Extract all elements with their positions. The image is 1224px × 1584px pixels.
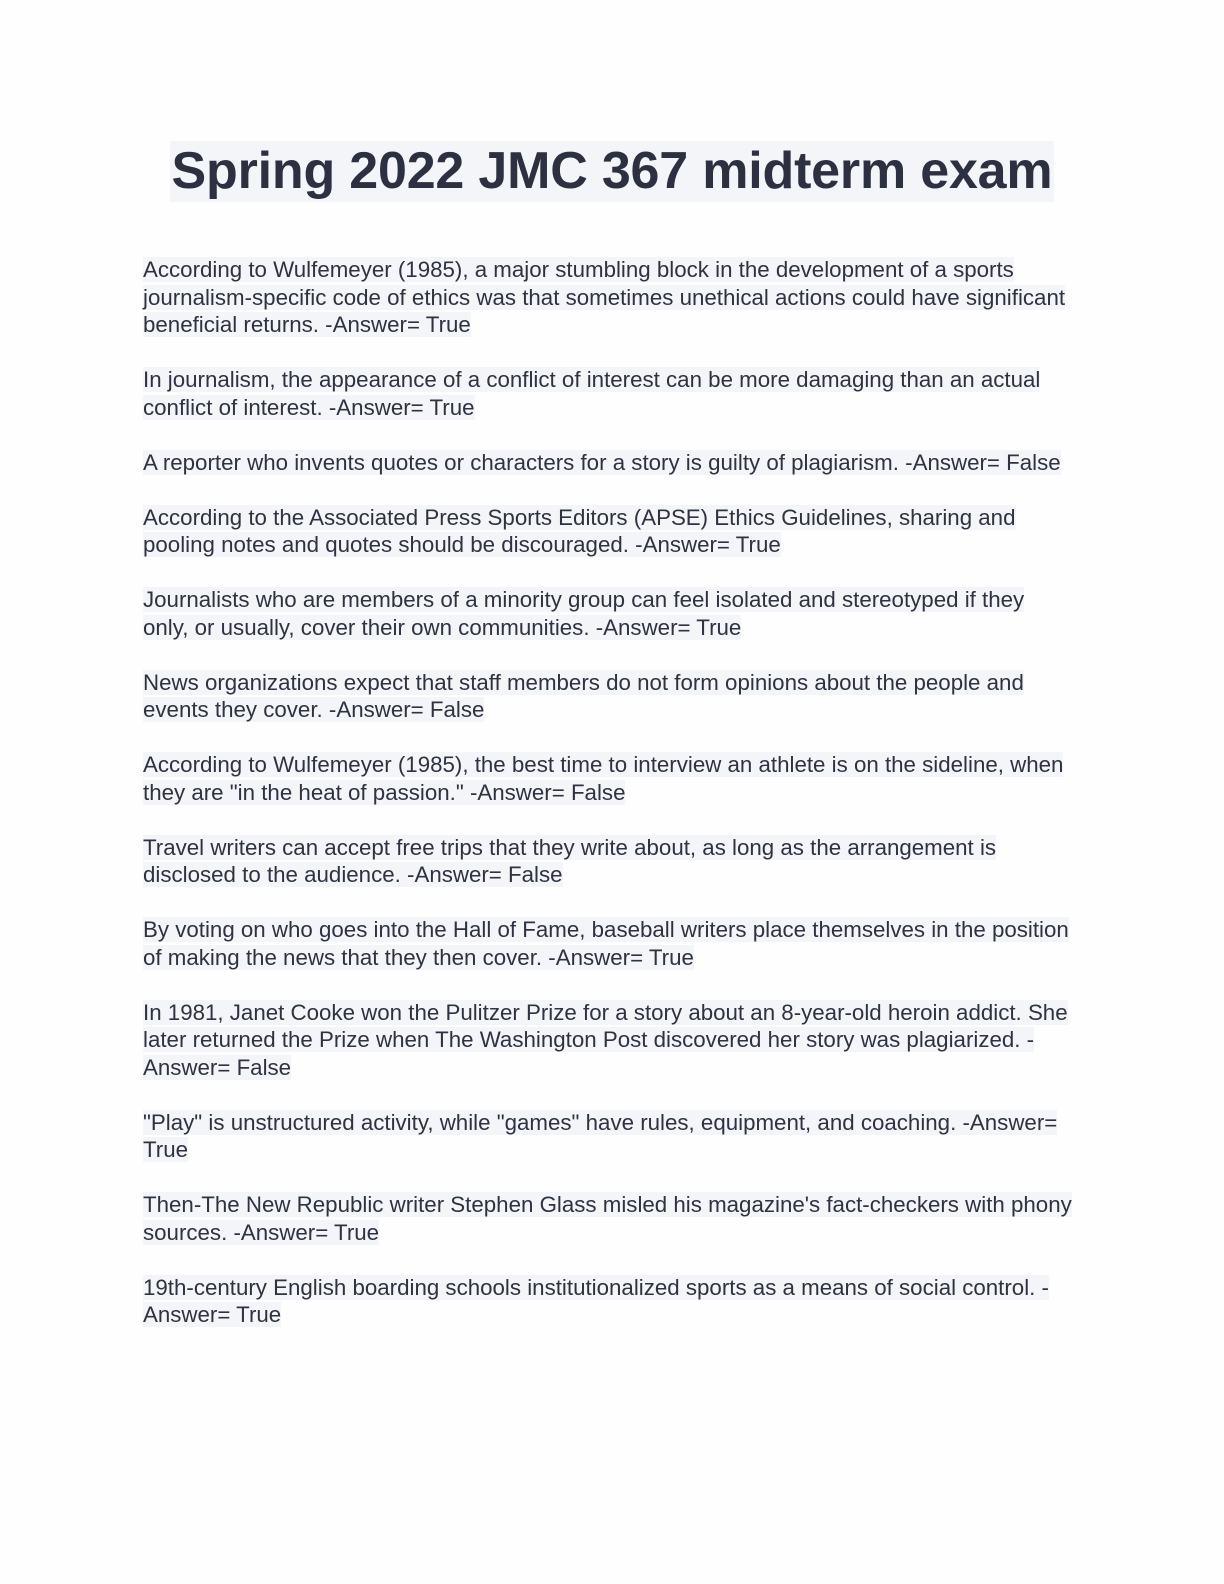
- question-item-3: [143, 449, 1073, 477]
- question-text: Then-The New Republic writer Stephen Glass misled his magazine's fact-checkers with phony sources. -Answer= True: [143, 1192, 1072, 1245]
- question-text: Journalists who are members of a minority group can feel isolated and stereotyped if they only, or usually, cover their own communities. -Answer= True: [143, 587, 1025, 640]
- question-text: Travel writers can accept free trips that they write about, as long as the arrangement is disclosed to the audience. -Answer= False: [143, 834, 997, 887]
- question-item-2: [143, 366, 1073, 421]
- question-item-9: [143, 916, 1073, 971]
- question-item-1: [143, 256, 1073, 339]
- question-item-11: [143, 1109, 1073, 1164]
- question-text: 19th-century English boarding schools institutionalized sports as a means of social control. -Answer= True: [143, 1274, 1049, 1327]
- question-text: A reporter who invents quotes or characters for a story is guilty of plagiarism. -Answer= False: [143, 449, 1061, 475]
- question-text: According to Wulfemeyer (1985), a major stumbling block in the development of a sports journalism-specific code of ethics was that sometimes unethical actions could have significant beneficial returns. -Answer= True: [143, 257, 1066, 337]
- question-text: In 1981, Janet Cooke won the Pulitzer Prize for a story about an 8-year-old heroin addict. She later returned the Prize when The Washington Post discovered her story was plagiarized. -Answer= False: [143, 999, 1068, 1080]
- question-item-4: [143, 504, 1073, 559]
- question-item-8: [143, 834, 1073, 889]
- question-text: By voting on who goes into the Hall of Fame, baseball writers place themselves in the position of making the news that they then cover. -Answer= True: [143, 917, 1069, 970]
- question-text: "Play" is unstructured activity, while "games" have rules, equipment, and coaching. -Answer= True: [143, 1109, 1058, 1162]
- question-item-12: [143, 1191, 1073, 1246]
- question-item-5: [143, 586, 1073, 641]
- question-item-6: [143, 669, 1073, 724]
- question-item-10: [143, 999, 1073, 1082]
- title-container: [0, 141, 1224, 202]
- question-text: News organizations expect that staff members do not form opinions about the people and events they cover. -Answer= False: [143, 669, 1024, 722]
- page-title: Spring 2022 JMC 367 midterm exam: [171, 142, 1053, 200]
- question-text: According to the Associated Press Sports Editors (APSE) Ethics Guidelines, sharing and pooling notes and quotes should be discouraged. -Answer= True: [143, 504, 1016, 557]
- question-item-7: [143, 751, 1073, 806]
- question-item-13: [143, 1274, 1073, 1329]
- question-text: In journalism, the appearance of a conflict of interest can be more damaging than an actual conflict of interest. -Answer= True: [143, 367, 1041, 420]
- question-list: [143, 256, 1073, 1356]
- question-text: According to Wulfemeyer (1985), the best time to interview an athlete is on the sideline, when they are "in the heat of passion." -Answer= False: [143, 752, 1064, 805]
